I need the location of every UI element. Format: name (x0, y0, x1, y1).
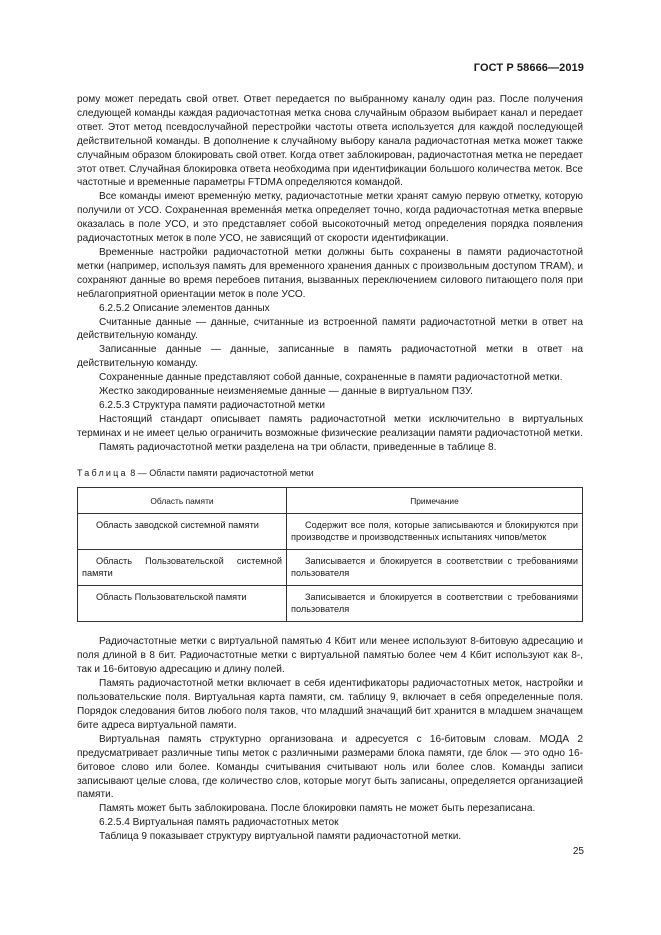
column-header-area: Область памяти (78, 488, 287, 514)
paragraph: Сохраненные данные представляют собой данные, сохраненные в памяти радиочастотной метки. (99, 372, 563, 384)
table-caption-title: 8 — Области памяти радиочастотной метки (127, 467, 314, 478)
cell-area: Область Пользовательской памяти (78, 586, 287, 622)
table-row (78, 550, 583, 586)
cell-note: Записывается и блокируется в соответствии с требованиями пользователя (287, 550, 583, 586)
cell-area: Область Пользовательской системной памяти (78, 550, 287, 586)
standard-header: ГОСТ Р 58666—2019 (473, 62, 584, 74)
paragraph: Радиочастотные метки с виртуальной памятью 4 Кбит или менее используют 8-битовую адресацию и поля длиной в 8 бит. Радиочастотные метки с виртуальной памятью более чем 4 Кбит используют как 8-, так и 16-битовую адресацию и длину полей. (77, 636, 583, 676)
table-caption-word: Таблица (77, 467, 128, 478)
page-number: 25 (572, 846, 584, 857)
paragraph: Виртуальная память структурно организована и адресуется с 16-битовым словам. МОДА 2 предусматривает различные типы меток с различными размерами блока памяти, где блок — это одно 16-битовое слово или более. Команды считывания считывают ноль или более слов. Команды записи записывают целые слова, где количество слов, которые могут быть записаны, определяется организацией памяти. (77, 733, 583, 801)
paragraph: рому может передать свой ответ. Ответ передается по выбранному каналу один раз. После получения следующей команды каждая радиочастотная метка снова случайным образом выбирает канал и передает ответ. Этот метод псевдослучайной перестройки частоты ответа используется для каждой последующей действительной команды. В дополнение к случайному выбору канала радиочастотная метка может также случайным образом блокировать свой ответ. Когда ответ заблокирован, радиочастотная метка не передает этот ответ. Случайная блокировка ответа необходима при идентификации большого количества меток. Все частотные и временные параметры FTDMA определяются командой. (77, 94, 583, 189)
page-content (77, 93, 583, 844)
paragraph: Записанные данные — данные, записанные в память радиочастотной метки в ответ на действительную команду. (77, 344, 583, 370)
paragraph: Жестко закодированные неизменяемые данные — данные в виртуальном ПЗУ. (99, 386, 473, 398)
table-header-row (78, 488, 583, 514)
paragraph: Считанные данные — данные, считанные из встроенной памяти радиочастотной метки в ответ на действительную команду. (77, 316, 583, 342)
cell-note: Записывается и блокируется в соответствии с требованиями пользователя (287, 586, 583, 622)
paragraph: Память может быть заблокирована. После блокировки память не может быть перезаписана. (99, 803, 536, 815)
paragraph: Память радиочастотной метки разделена на три области, приведенные в таблице 8. (99, 441, 497, 453)
table-caption (77, 467, 583, 481)
column-header-note: Примечание (287, 488, 583, 514)
paragraph: Временные настройки радиочастотной метки должны быть сохранены в памяти радиочастотной метки (например, используя память для временного хранения данных с произвольным доступом TRAM), и сохраняют данные во время перебоев питания, вызванных переключением силового питающего поля при неблагоприятной ориентации меток в поле УСО. (77, 246, 583, 300)
section-heading-6-2-5-3: 6.2.5.3 Структура памяти радиочастотной метки (99, 399, 326, 411)
table-row (78, 586, 583, 622)
cell-note: Содержит все поля, которые записываются и блокируются при производстве и производственных испытаниях чипов/меток (287, 514, 583, 550)
cell-area: Область заводской системной памяти (78, 514, 287, 550)
paragraph: Таблица 9 показывает структуру виртуальной памяти радиочастотной метки. (99, 831, 462, 843)
paragraph: Настоящий стандарт описывает память радиочастотной метки исключительно в виртуальных терминах и не имеет целью ограничить возможные физические реализации памяти радиочастотной метки. (77, 413, 583, 439)
section-heading-6-2-5-4: 6.2.5.4 Виртуальная память радиочастотных меток (99, 817, 339, 829)
paragraph: Все команды имеют временну́ю метку, радиочастотные метки хранят самую первую отметку, которую получили от УСО. Сохраненная временна́я метка определяет точно, когда радиочастотная метка впервые оказалась в поле УСО, и это представляет собой высокоточный метод определения порядка появления радиочастотных меток в поле УСО, не зависящий от скорости идентификации. (77, 191, 583, 245)
section-heading-6-2-5-2: 6.2.5.2 Описание элементов данных (99, 302, 270, 314)
memory-areas-table (77, 487, 583, 622)
paragraph: Память радиочастотной метки включает в себя идентификаторы радиочастотных меток, настройки и пользовательские поля. Виртуальная карта памяти, см. таблицу 9, включает в себя определенные поля. Порядок следования битов любого поля таков, что младший значащий бит хранится в младшем значащем бите адреса виртуальной памяти. (77, 678, 583, 731)
table-row (78, 514, 583, 550)
